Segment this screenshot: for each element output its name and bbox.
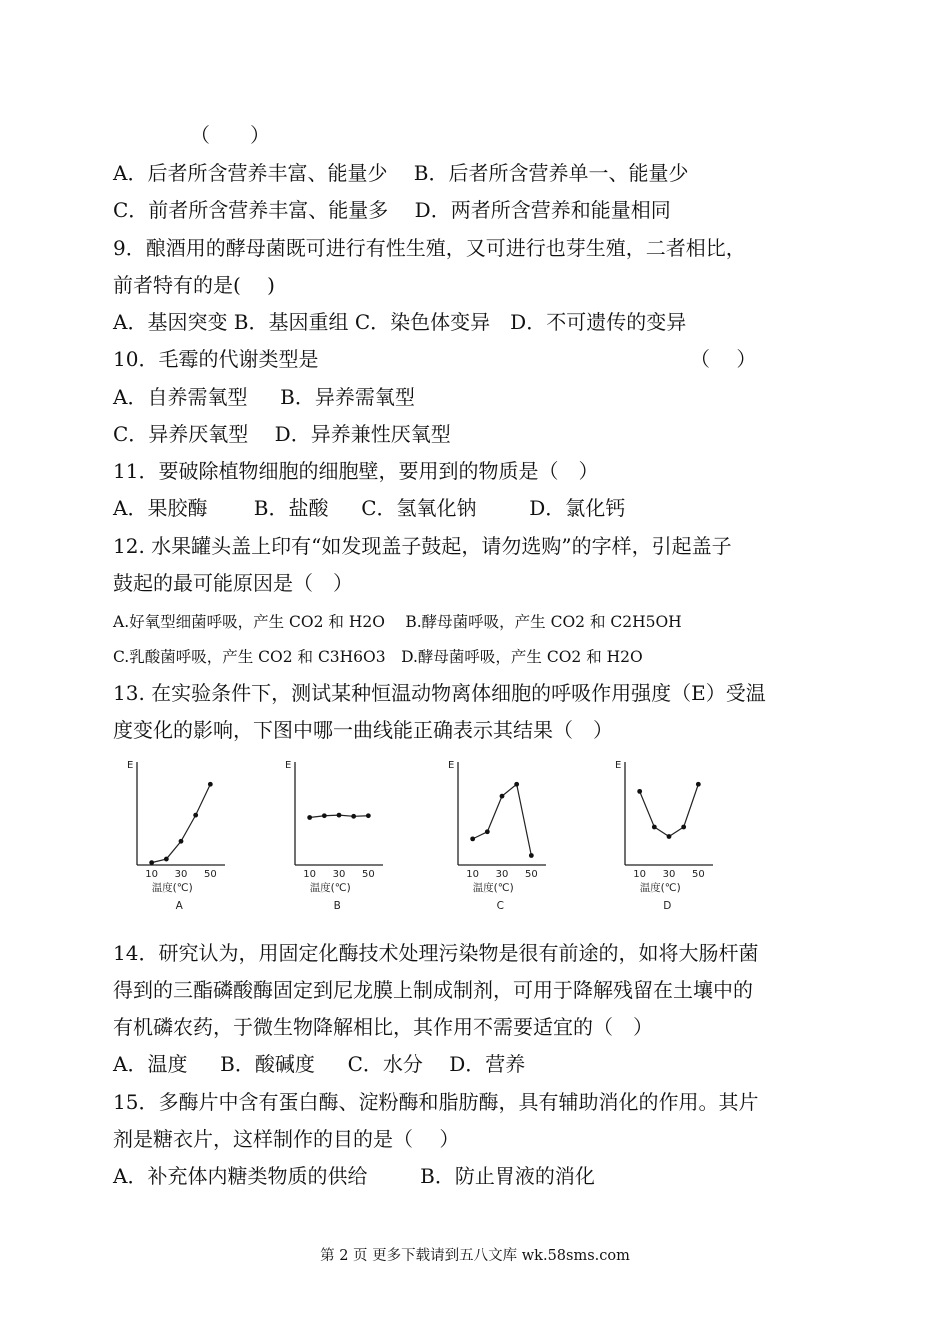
page-footer: 第 2 页 更多下载请到五八文库 wk.58sms.com <box>320 1248 630 1264</box>
text-line: （ ） <box>190 123 270 147</box>
data-point <box>366 813 371 818</box>
temperature-response-charts <box>0 750 950 920</box>
panel-label: D <box>663 900 672 912</box>
text-line: C．异养厌氧型 D．异养兼性厌氧型 <box>113 422 451 446</box>
data-point <box>485 829 490 834</box>
text-line: 剂是糖衣片，这样制作的目的是（ ） <box>113 1127 460 1151</box>
text-line: A．补充体内糖类物质的供给 B．防止胃液的消化 <box>113 1164 595 1188</box>
x-axis-label: 温度(℃) <box>309 882 351 894</box>
text-line: A．果胶酶 B．盐酸 C．氢氧化钠 D．氯化钙 <box>113 496 626 520</box>
data-point <box>529 853 534 858</box>
y-axis-label: E <box>448 760 455 771</box>
text-line: 有机磷农药，于微生物降解相比，其作用不需要适宜的（ ） <box>113 1015 653 1039</box>
panel-label: A <box>175 900 183 912</box>
x-tick-label: 50 <box>691 869 705 880</box>
text-line: C.乳酸菌呼吸，产生 CO2 和 C3H6O3 D.酵母菌呼吸，产生 CO2 和 H2O <box>113 648 643 666</box>
text-line: A．温度 B．酸碱度 C．水分 D．营养 <box>113 1052 526 1076</box>
data-point <box>681 825 686 830</box>
y-axis-label: E <box>615 760 622 771</box>
text-line: 鼓起的最可能原因是（ ） <box>113 571 353 595</box>
x-tick-label: 30 <box>332 869 346 880</box>
answer-bracket: （ ） <box>690 347 757 371</box>
data-point <box>208 782 213 787</box>
y-axis-label: E <box>127 760 134 771</box>
text-line: A．自养需氧型 B．异养需氧型 <box>113 385 415 409</box>
x-tick-label: 10 <box>633 869 647 880</box>
question-10: 10．毛霉的代谢类型是 <box>113 347 319 371</box>
x-tick-label: 50 <box>203 869 217 880</box>
data-point <box>351 814 356 819</box>
y-axis-label: E <box>285 760 292 771</box>
text-line: A.好氧型细菌呼吸，产生 CO2 和 H2O B.酵母菌呼吸，产生 CO2 和 C2H5OH <box>113 613 682 631</box>
x-tick-label: 50 <box>524 869 538 880</box>
question-11: 11．要破除植物细胞的细胞壁，要用到的物质是（ ） <box>113 459 599 483</box>
x-tick-label: 50 <box>361 869 375 880</box>
data-point <box>500 794 505 799</box>
panel-label: B <box>333 900 341 912</box>
data-point <box>470 836 475 841</box>
data-point <box>164 857 169 862</box>
x-tick-label: 30 <box>495 869 509 880</box>
data-point <box>149 860 154 865</box>
x-axis-label: 温度(℃) <box>472 882 514 894</box>
question-13: 13. 在实验条件下，测试某种恒温动物离体细胞的呼吸作用强度（E）受温 <box>113 681 766 705</box>
data-point <box>307 815 312 820</box>
question-12: 12. 水果罐头盖上印有“如发现盖子鼓起，请勿选购”的字样，引起盖子 <box>113 534 732 558</box>
data-point <box>667 834 672 839</box>
panel-label: C <box>496 900 504 912</box>
text-line: 前者特有的是( ) <box>113 273 275 297</box>
series-line <box>152 784 211 862</box>
question-14: 14．研究认为，用固定化酶技术处理污染物是很有前途的，如将大肠杆菌 <box>113 941 759 965</box>
x-axis-label: 温度(℃) <box>151 882 193 894</box>
data-point <box>337 813 342 818</box>
data-point <box>179 839 184 844</box>
data-point <box>637 789 642 794</box>
data-point <box>514 782 519 787</box>
question-15: 15．多酶片中含有蛋白酶、淀粉酶和脂肪酶，具有辅助消化的作用。其片 <box>113 1090 759 1114</box>
x-axis-label: 温度(℃) <box>639 882 681 894</box>
data-point <box>322 813 327 818</box>
text-line: C．前者所含营养丰富、能量多 D．两者所含营养和能量相同 <box>113 198 671 222</box>
text-line: A．基因突变 B．基因重组 C．染色体变异 D．不可遗传的变异 <box>113 310 687 334</box>
text-line: A．后者所含营养丰富、能量少 B．后者所含营养单一、能量少 <box>113 161 689 185</box>
text-line: 度变化的影响，下图中哪一曲线能正确表示其结果（ ） <box>113 718 613 742</box>
series-line <box>640 784 699 836</box>
data-point <box>696 782 701 787</box>
x-tick-label: 30 <box>662 869 676 880</box>
x-tick-label: 10 <box>466 869 480 880</box>
text-line: 得到的三酯磷酸酶固定到尼龙膜上制成制剂，可用于降解残留在土壤中的 <box>113 978 753 1002</box>
x-tick-label: 10 <box>145 869 159 880</box>
x-tick-label: 30 <box>174 869 188 880</box>
data-point <box>652 825 657 830</box>
question-9: 9．酿酒用的酵母菌既可进行有性生殖，又可进行也芽生殖，二者相比， <box>113 236 746 260</box>
x-tick-label: 10 <box>303 869 317 880</box>
data-point <box>193 813 198 818</box>
